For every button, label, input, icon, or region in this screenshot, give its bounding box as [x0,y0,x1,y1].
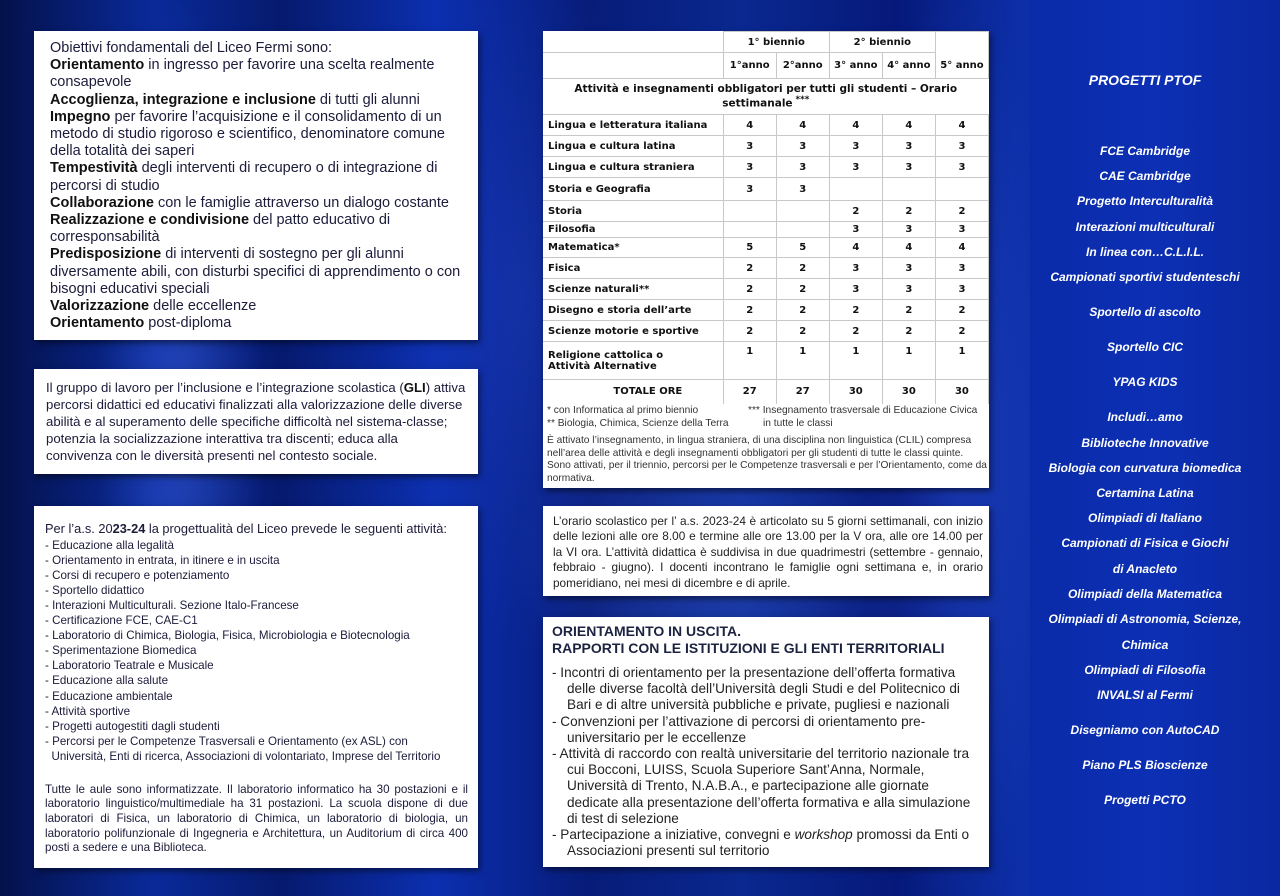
orario-text: L’orario scolastico per l’ a.s. 2023-24 è articolato su 5 giorni settimanali, con inizio delle lezioni alle ore 8.00 e termine alle ore 13.00 per la V ora, alle ore 14.00 per la VI ora. L’attività didattica è suddivisa in due quadrimestri (settembre - gennaio, febbraio - giugno). I docenti incontrano le famiglie ogni settimana e, in orario pomeridiano, nei mesi di dicembre e di aprile. [553,514,983,590]
header-empty [543,53,723,79]
uscita-bullet: - Incontri di orientamento per la presentazione dell’offerta formativa delle diverse facoltà dell’Università degli Studi e del Politecnico di Bari e di altre università pubbliche e private, pugliesi e nazionali [552,665,960,713]
progetto-item: Olimpiadi di Astronomia, Scienze, [1048,612,1242,626]
header-anno: 4° anno [882,53,935,79]
subject-label [543,342,723,380]
hours-cell: 1 [723,342,776,380]
obiettivo-keyword: Orientamento [50,315,145,332]
uscita-bullet: - Convenzioni per l’attivazione di percorsi di orientamento pre-universitario per le eccellenze [552,713,926,745]
orientamento-uscita-card [543,617,989,867]
table-row [543,279,989,300]
header-biennio-1: 1° biennio [723,32,829,53]
totale-cell: 30 [882,380,935,404]
table-row [543,115,989,136]
gli-card [34,369,478,474]
subject-label: Disegno e storia dell’arte [543,300,723,321]
subject-label: Filosofia [543,222,723,238]
hours-cell: 3 [829,279,882,300]
gli-acronym: GLI [403,380,426,395]
hours-cell: 2 [723,258,776,279]
progetto-item: Olimpiadi della Matematica [1067,587,1223,601]
progetto-item: Campionati di Fisica e Giochi [1061,536,1229,550]
hours-cell [776,201,829,222]
uscita-b4-em: workshop [794,827,853,843]
table-row [543,238,989,258]
note-pcto: Sono attivati, per il triennio, percorsi per le Competenze trasversali e per l’Orientamento, come da normativa. [547,460,987,484]
hours-cell: 3 [882,222,935,238]
attivita-item: - Educazione alla salute [45,674,169,688]
obiettivo-keyword: Impegno [50,108,111,125]
table-heading-text: Attività e insegnamenti obbligatori per tutti gli studenti – Orario settimanale [574,83,958,110]
gli-text-pre: Il gruppo di lavoro per l’inclusione e l’integrazione scolastica ( [46,380,404,395]
hours-cell: 1 [776,342,829,380]
hours-cell: 2 [935,201,988,222]
table-row [543,201,989,222]
obiettivo-item [50,246,464,298]
obiettivo-keyword: Predisposizione [50,246,162,263]
attivita-item: - Attività sportive [45,704,131,718]
table-row [543,136,989,157]
progetto-item: Interazioni multiculturali [1075,220,1215,234]
obiettivo-text: di interventi di sostegno per gli alunni diversamente abili, con disturbi specifici di apprendimento o con bisogni educativi speciali [50,246,461,297]
hours-cell: 3 [882,136,935,157]
orario-card [543,506,989,603]
totale-label: TOTALE ORE [543,380,723,404]
progetto-item: Sportello di ascolto [1089,305,1201,319]
hours-cell: 3 [829,258,882,279]
obiettivo-text: degli interventi di recupero o di integrazione di percorsi di studio [50,160,438,194]
totale-cell: 30 [829,380,882,404]
hours-cell: 1 [935,342,988,380]
totale-cell: 27 [776,380,829,404]
hours-cell: 4 [935,115,988,136]
hours-cell: 2 [776,258,829,279]
hours-cell: 4 [935,238,988,258]
hours-cell: 3 [723,157,776,178]
hours-cell: 2 [776,279,829,300]
attivita-item: - Laboratorio Teatrale e Musicale [45,659,214,673]
obiettivo-text: in ingresso per favorire una scelta realmente consapevole [50,57,435,91]
obiettivo-item [50,315,464,332]
progetto-item: Chimica [1121,638,1169,652]
subject-label: Storia [543,201,723,222]
subject-label: Lingua e cultura latina [543,136,723,157]
obiettivo-item [50,109,464,161]
attivita-item: - Sperimentazione Biomedica [45,644,197,658]
orario-dot: . [663,588,667,603]
hours-cell: 3 [882,157,935,178]
hours-cell: 5 [776,238,829,258]
attivita-item: - Interazioni Multiculturali. Sezione Italo-Francese [45,599,299,613]
progetto-item: Progetti PCTO [1104,793,1186,807]
subject-label: Fisica [543,258,723,279]
header-anno: 2°anno [776,53,829,79]
subject-label: Matematica* [543,238,723,258]
hours-cell: 3 [935,136,988,157]
attivita-card [34,506,478,868]
hours-cell: 3 [882,258,935,279]
obiettivo-keyword: Collaborazione [50,194,154,211]
table-row [543,258,989,279]
uscita-b4-pre: - Partecipazione a iniziative, convegni e [552,827,795,843]
hours-cell [776,222,829,238]
hours-cell [882,178,935,201]
progetto-item: Olimpiadi di Italiano [1087,511,1202,525]
attivita-lead [45,521,468,536]
progetti-panel [1030,0,1280,896]
progetto-item: FCE Cambridge [1099,144,1190,158]
table-note-1 [547,405,747,430]
progetto-item: Biologia con curvatura biomedica [1048,461,1242,475]
attivita-item: - Educazione ambientale [45,689,173,703]
obiettivo-text: post-diploma [144,315,232,332]
hours-cell: 2 [882,300,935,321]
attivita-item: - Laboratorio di Chimica, Biologia, Fisica, Microbiologia e Biotecnologia [45,629,410,643]
table-note-clil [547,435,987,485]
note-tutte-classi: in tutte le classi [763,417,833,429]
progetto-item: YPAG KIDS [1112,375,1178,389]
attivita-item: - Progetti autogestiti dagli studenti [45,719,220,733]
table-row [543,157,989,178]
uscita-title [552,623,981,656]
progetto-item: Sportello CIC [1106,340,1183,354]
progetti-title: PROGETTI PTOF [1088,72,1202,88]
progetto-item: Biblioteche Innovative [1081,436,1209,450]
hours-cell: 3 [935,279,988,300]
progetto-item: Includi…amo [1107,410,1183,424]
totale-cell: 30 [935,380,988,404]
subject-label: Storia e Geografia [543,178,723,201]
obiettivi-list [50,57,464,332]
hours-cell: 2 [882,321,935,342]
table-row [543,321,989,342]
hours-cell [829,178,882,201]
attivita-item: - Educazione alla legalità [45,539,174,553]
hours-cell: 3 [829,157,882,178]
obiettivo-item [50,57,464,91]
progetto-item: Piano PLS Bioscienze [1082,758,1208,772]
progetto-item: CAE Cambridge [1099,169,1191,183]
note-informatica: * con Informatica al primo biennio [547,405,699,416]
hours-cell: 5 [723,238,776,258]
table-row [543,300,989,321]
uscita-title-1: ORIENTAMENTO IN USCITA. [552,623,741,639]
totale-cell: 27 [723,380,776,404]
table-row [543,222,989,238]
progetto-item: Disegniamo con AutoCAD [1070,723,1220,737]
hours-cell: 4 [829,238,882,258]
subject-label: Scienze motorie e sportive [543,321,723,342]
header-empty [935,32,988,53]
uscita-bullet [552,827,981,859]
hours-cell: 3 [935,157,988,178]
hours-cell: 1 [882,342,935,380]
progetto-item: Certamina Latina [1096,486,1194,500]
note-clil: È attivato l’insegnamento, in lingua straniera, di una disciplina non linguistica (CLIL) compresa nell’area delle attività e degli insegnamenti obbligatori per gli studenti di tutte le classi quinte. [547,435,972,459]
attivita-item: - Certificazione FCE, CAE-C1 [45,614,198,628]
hours-cell: 2 [829,321,882,342]
hours-cell: 3 [776,178,829,201]
table-heading-mark: *** [795,95,810,106]
obiettivo-text: con le famiglie attraverso un dialogo costante [153,194,449,211]
hours-cell [723,201,776,222]
subject-label: Lingua e letteratura italiana [543,115,723,136]
header-anno: 1°anno [723,53,776,79]
hours-cell: 2 [723,279,776,300]
subject-label: Scienze naturali** [543,279,723,300]
uscita-bullet: - Attività di raccordo con realtà universitarie del territorio nazionale tra cui Bocconi, LUISS, Scuola Superiore Sant’Anna, Normale, Università di Trento, N.A.B.A., e partecipazione alle giornate dedicate alla presentazione dell’offerta formativa e alla simulazione di test di selezione [552,746,971,826]
orario-table-card [543,31,989,488]
progetto-item: Progetto Interculturalità [1076,194,1213,208]
hours-cell: 3 [776,136,829,157]
alternative-label: Attività Alternative [548,360,657,372]
hours-cell: 2 [776,321,829,342]
hours-cell: 3 [882,279,935,300]
hours-cell: 3 [829,136,882,157]
obiettivo-keyword: Accoglienza, integrazione e inclusione [50,91,316,108]
obiettivi-intro: Obiettivi fondamentali del Liceo Fermi sono: [50,40,333,56]
table-heading [543,79,989,115]
attivita-lead-year: 23-24 [112,521,146,536]
progetto-item: Olimpiadi di Filosofia [1084,663,1206,677]
obiettivi-card [34,31,478,340]
obiettivo-text: delle eccellenze [149,298,257,315]
attivita-item: - Corsi di recupero e potenziamento [45,569,230,583]
hours-cell: 3 [935,222,988,238]
obiettivo-text: del patto educativo di corresponsabilità [50,212,391,246]
obiettivo-keyword: Orientamento [50,57,145,74]
hours-cell: 3 [723,136,776,157]
hours-cell: 2 [829,300,882,321]
attivita-lead-pre: Per l’a.s. 20 [45,521,113,536]
hours-cell: 3 [829,222,882,238]
attivita-item: - Percorsi per le Competenze Trasversali e Orientamento (ex ASL) con [45,734,408,748]
hours-cell: 3 [935,258,988,279]
hours-cell: 1 [829,342,882,380]
attivita-item: - Sportello didattico [45,584,145,598]
uscita-title-2: RAPPORTI CON LE ISTITUZIONI E GLI ENTI TERRITORIALI [552,639,945,656]
header-anno: 5° anno [935,53,988,79]
hours-cell: 2 [935,300,988,321]
hours-cell: 3 [776,157,829,178]
obiettivo-keyword: Valorizzazione [50,298,150,315]
obiettivo-item [50,195,464,212]
attivita-lead-post: la progettualità del Liceo prevede le seguenti attività: [145,521,447,536]
header-biennio-2: 2° biennio [829,32,935,53]
table-note-2 [748,405,993,430]
gli-text-post: ) attiva percorsi didattici ed educativi finalizzati alla valorizzazione delle diverse abilità e al superamento delle specifiche difficoltà nel sistema-classe; potenzia la socializzazione interattiva tra discenti; educa alla convivenza con le diversità presenti nel contesto sociale. [46,380,466,463]
hours-cell: 3 [723,178,776,201]
progetto-item: di Anacleto [1112,562,1178,576]
table-row [543,178,989,201]
obiettivo-keyword: Tempestività [50,160,138,177]
note-educazione-civica: *** Insegnamento trasversale di Educazione Civica [748,405,978,416]
obiettivo-keyword: Realizzazione e condivisione [50,212,250,229]
hours-cell [935,178,988,201]
hours-cell: 4 [829,115,882,136]
note-scienze: ** Biologia, Chimica, Scienze della Terra [547,417,729,429]
header-empty [543,32,723,53]
hours-cell: 2 [723,300,776,321]
obiettivo-item [50,298,464,315]
obiettivo-item [50,212,464,246]
obiettivo-item [50,92,464,109]
hours-cell: 2 [776,300,829,321]
hours-cell: 2 [882,201,935,222]
hours-cell: 2 [723,321,776,342]
orario-table [543,31,989,404]
header-anno: 3° anno [829,53,882,79]
obiettivo-text: di tutti gli alunni [315,91,420,108]
hours-cell: 4 [723,115,776,136]
hours-cell: 4 [776,115,829,136]
progetto-item: In linea con…C.L.I.L. [1085,245,1204,259]
religione-label: Religione cattolica o [548,349,664,361]
hours-cell [723,222,776,238]
uscita-b4-post: promossi da Enti o Associazioni presenti sul territorio [567,827,970,859]
attivita-item: Università, Enti di ricerca, Associazioni di volontariato, Imprese del Territorio [45,749,441,763]
obiettivo-item [50,160,464,194]
attivita-list [45,538,468,764]
hours-cell: 4 [882,115,935,136]
attivita-item: - Orientamento in entrata, in itinere e in uscita [45,554,280,568]
obiettivo-text: per favorire l’acquisizione e il consolidamento di un metodo di studio rigoroso e scientifico, denominatore comune della totalità dei saperi [50,108,445,160]
hours-cell: 2 [829,201,882,222]
progetto-item: INVALSI al Fermi [1097,688,1193,702]
subject-label: Lingua e cultura straniera [543,157,723,178]
hours-cell: 4 [882,238,935,258]
laboratori-paragraph: Tutte le aule sono informatizzate. Il laboratorio informatico ha 30 postazioni e il laboratorio linguistico/multimediale ha 31 postazioni. La scuola dispone di due laboratori di Fisica, un laboratorio di Chimica, un laboratorio di biologia, un laboratorio polifunzionale di Ingegneria e Architettura, un Auditorium di circa 400 posti a sedere e una Biblioteca. [45,782,468,855]
hours-cell: 2 [935,321,988,342]
progetto-item: Campionati sportivi studenteschi [1050,270,1240,284]
